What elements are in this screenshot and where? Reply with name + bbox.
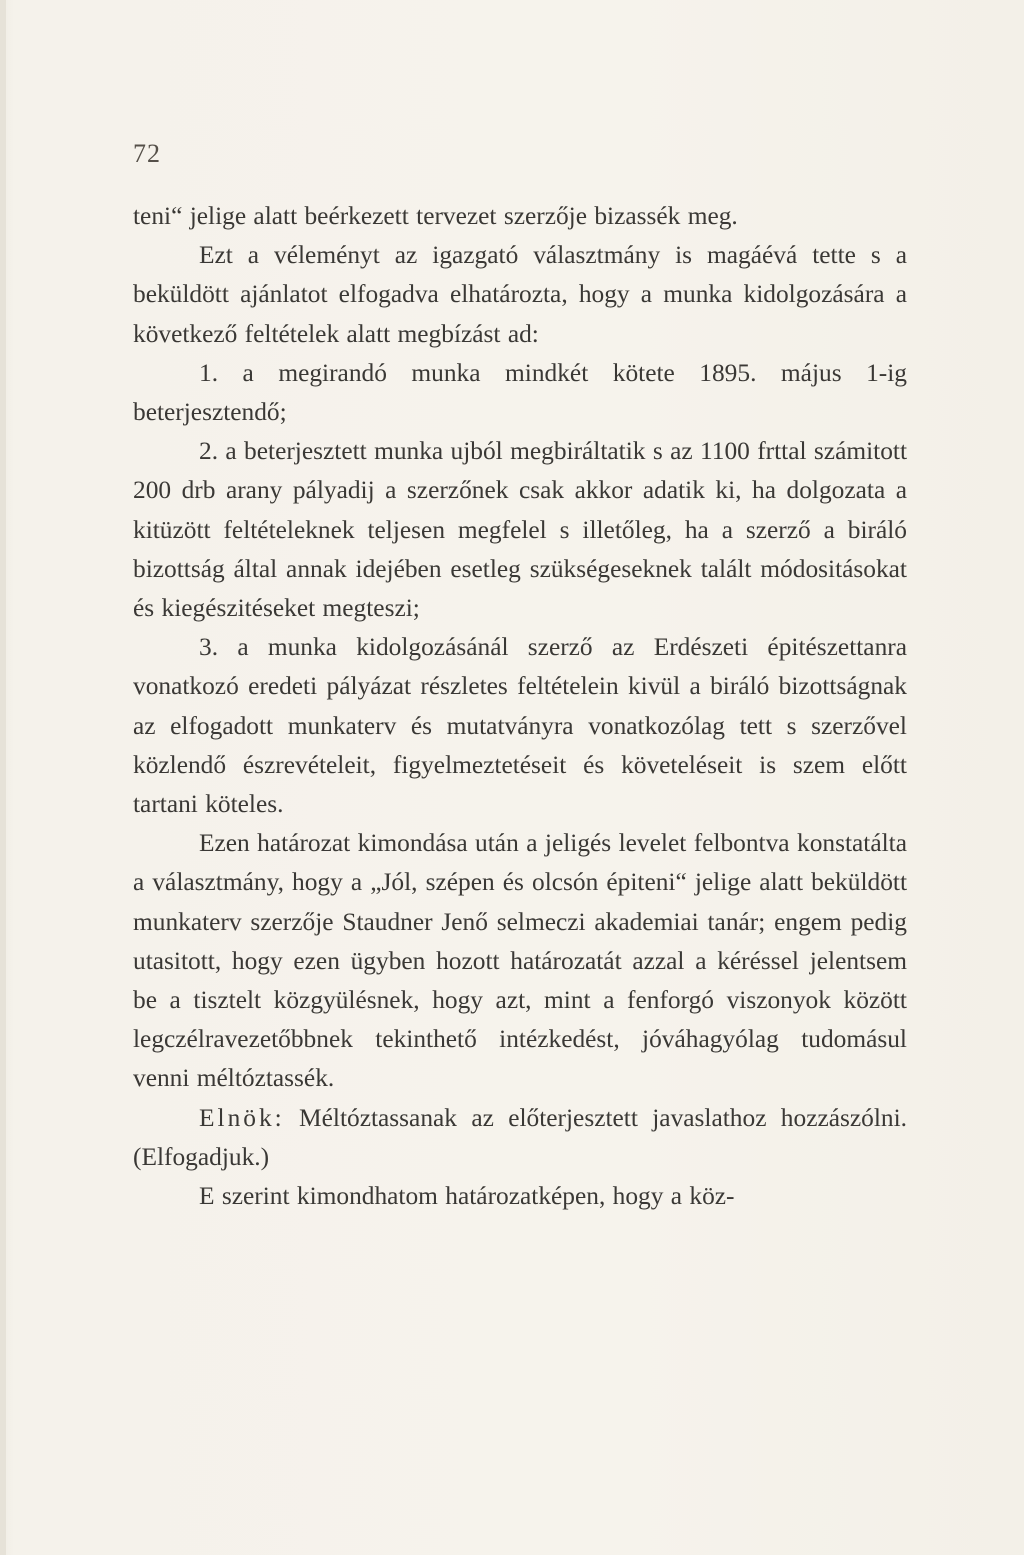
page-edge <box>0 0 6 1555</box>
speaker-text: Méltóztassanak az előterjesztett javaslathoz hozzászólni. (Elfogadjuk.) <box>133 1103 907 1171</box>
paragraph-final: E szerint kimondhatom határozatképen, hogy a köz- <box>199 1182 735 1211</box>
body-text <box>133 197 907 1216</box>
page-number: 72 <box>133 139 161 168</box>
paragraph-president <box>133 1099 907 1177</box>
list-item-2: 2. a beterjesztett munka ujból megbiráltatik s az 1100 frttal számitott 200 drb arany pályadij a szerzőnek csak akkor adatik ki, ha dolgozata a kitüzött feltételeknek teljesen megfelel s illetőleg, ha a szerző a biráló bizottság által annak idejében esetleg szükségeseknek talált módositásokat és kiegészitéseket megteszi; <box>133 437 907 623</box>
paragraph-opinion: Ezt a véleményt az igazgató választmány is magáévá tette s a beküldött ajánlatot elfogadva elhatározta, hogy a munka kidolgozására a következő feltételek alatt megbízást ad: <box>133 241 907 348</box>
paragraph-decision: Ezen határozat kimondása után a jeligés levelet felbontva konstatálta a választmány, hogy a „Jól, szépen és olcsón épiteni“ jelige alatt beküldött munkaterv szerzője Staudner Jenő selmeczi akademiai tanár; engem pedig utasitott, hogy ezen ügyben hozott határozatát azzal a kéréssel jelentsem be a tisztelt közgyülésnek, hogy azt, mint a fenforgó viszonyok között legczélravezetőbbnek tekinthető intézkedést, jóváhagyólag tudomásul venni méltóztassék. <box>133 829 907 1093</box>
list-item-1: 1. a megirandó munka mindkét kötete 1895. május 1-ig beterjesztendő; <box>133 358 907 427</box>
speaker-label: Elnök: <box>199 1103 285 1132</box>
list-item-3: 3. a munka kidolgozásánál szerző az Erdészeti épitészettanra vonatkozó eredeti pályázat részletes feltételein kivül a biráló bizottságnak az elfogadott munkaterv és mutatványra vonatkozólag tett s szerzővel közlendő észrevételeit, figyelmeztetéseit és követeléseit is szem előtt tartani köteles. <box>133 633 907 819</box>
paragraph-continuation: teni“ jelige alatt beérkezett tervezet szerzője bizassék meg. <box>133 202 738 230</box>
